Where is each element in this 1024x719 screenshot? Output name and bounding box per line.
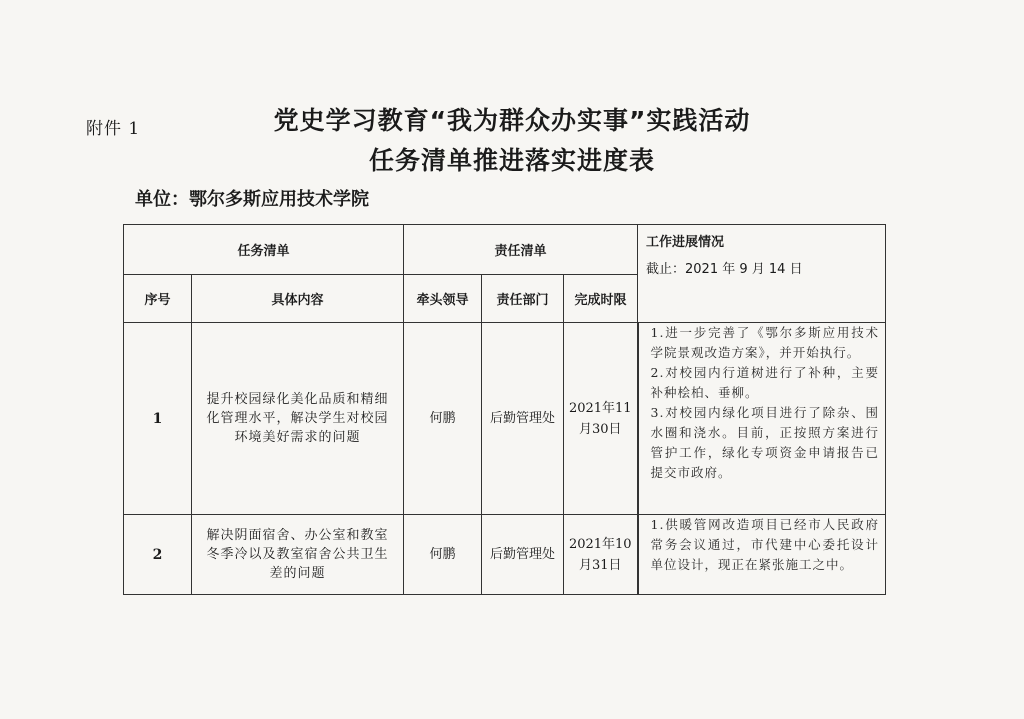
row-deadline: 2021年11月30日	[564, 323, 638, 515]
group-header-task-list: 任务清单	[124, 225, 404, 275]
row-content: 提升校园绿化美化品质和精细化管理水平，解决学生对校园环境美好需求的问题	[192, 323, 404, 515]
column-header-deadline: 完成时限	[564, 275, 638, 323]
document-title-line2: 任务清单推进落实进度表	[368, 146, 655, 175]
row-seq: 1	[124, 323, 192, 515]
table-group-header-row	[124, 225, 886, 275]
row-leader: 何鹏	[404, 323, 482, 515]
table-row	[124, 323, 886, 515]
row-content: 解决阴面宿舍、办公室和教室冬季冷以及教室宿舍公共卫生差的问题	[192, 515, 404, 595]
document-title-line1: 党史学习教育“我为群众办实事”实践活动	[273, 106, 751, 135]
row-progress	[638, 515, 886, 595]
progress-table	[123, 224, 886, 595]
column-header-content: 具体内容	[192, 275, 404, 323]
progress-item: 1.进一步完善了《鄂尔多斯应用技术学院景观改造方案》，并开始执行。	[650, 325, 880, 360]
column-header-seq: 序号	[124, 275, 192, 323]
row-deadline: 2021年10月31日	[564, 515, 638, 595]
group-header-progress	[638, 225, 886, 323]
column-header-department: 责任部门	[482, 275, 564, 323]
row-progress	[638, 323, 886, 515]
progress-item: 1.供暖管网改造项目已经市人民政府常务会议通过，市代建中心委托设计单位设计，现正在紧张施工之中。	[650, 517, 880, 572]
row-department: 后勤管理处	[482, 323, 564, 515]
progress-header-date: 截止：2021 年 9 月 14 日	[646, 262, 803, 277]
row-department: 后勤管理处	[482, 515, 564, 595]
table-row	[124, 515, 886, 595]
progress-header-title: 工作进展情况	[646, 235, 725, 250]
row-seq: 2	[124, 515, 192, 595]
group-header-responsibility-list: 责任清单	[404, 225, 638, 275]
unit-label: 单位：鄂尔多斯应用技术学院	[135, 189, 369, 210]
progress-item: 2.对校园内行道树进行了补种，主要补种桧柏、垂柳。	[650, 365, 880, 400]
column-header-leader: 牵头领导	[404, 275, 482, 323]
progress-item: 3.对校园内绿化项目进行了除杂、围水圈和浇水。目前，正按照方案进行管护工作，绿化专项资金申请报告已提交市政府。	[650, 405, 880, 480]
attachment-label: 附件 1	[86, 119, 141, 139]
row-leader: 何鹏	[404, 515, 482, 595]
